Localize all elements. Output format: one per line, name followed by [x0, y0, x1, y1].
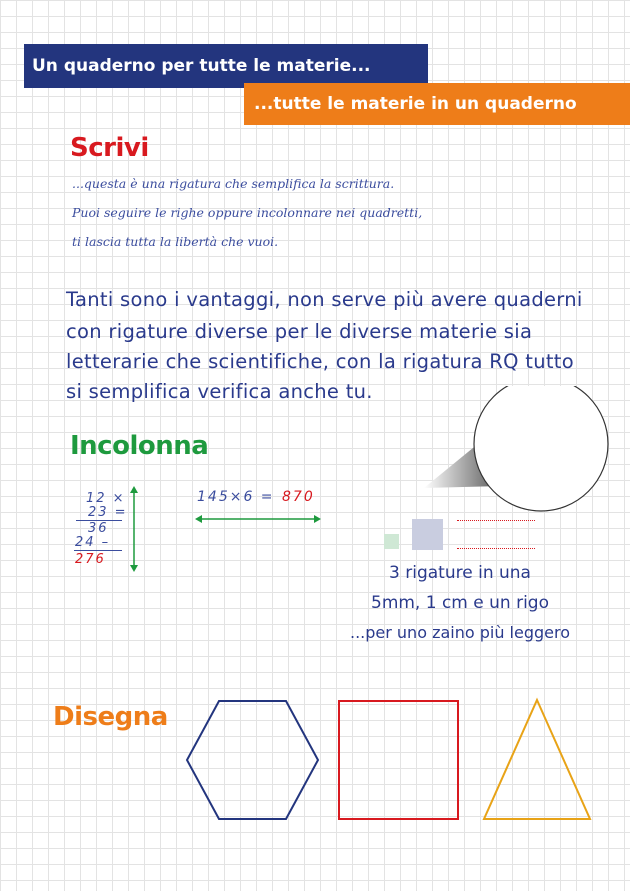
- scrivi-line-3: ti lascia tutta la libertà che vuoi.: [72, 234, 279, 249]
- horizontal-arrow: [195, 513, 321, 525]
- rigature-line-3: ...per uno zaino più leggero: [349, 623, 571, 642]
- inline-op-expression: 145×6 =: [197, 489, 275, 505]
- column-op-row-4: 24 –: [75, 535, 111, 550]
- dotted-line-2: [457, 548, 535, 549]
- scrivi-line-1: ...questa è una rigatura che semplifica la scrittura.: [72, 176, 395, 191]
- banner-top: Un quaderno per tutte le materie...: [24, 44, 428, 88]
- vertical-arrow: [127, 486, 141, 572]
- dotted-line-1: [457, 520, 535, 521]
- small-square-green: [384, 534, 399, 549]
- paragraph-line-2: con rigature diverse per le diverse materie sia: [66, 320, 533, 343]
- hexagon-shape: [185, 698, 320, 822]
- column-op-row-2: 23 =: [88, 505, 128, 520]
- inline-op-result: 870: [282, 489, 315, 505]
- heading-scrivi: Scrivi: [70, 133, 149, 163]
- large-square-blue: [412, 519, 443, 550]
- column-op-row-1: 12 ×: [86, 491, 126, 506]
- magnifier-graphic: [420, 386, 620, 516]
- heading-disegna: Disegna: [53, 702, 168, 732]
- column-op-row-3: 36: [88, 521, 109, 536]
- paragraph-line-3: letterarie che scientifiche, con la rigatura RQ tutto: [66, 350, 574, 373]
- banner-bottom: ...tutte le materie in un quaderno: [244, 83, 630, 125]
- paragraph-line-1: Tanti sono i vantaggi, non serve più avere quaderni: [66, 288, 583, 311]
- magnifier-circle: [474, 386, 608, 511]
- triangle-shape: [481, 696, 593, 822]
- rigature-line-2: 5mm, 1 cm e un rigo: [371, 593, 549, 613]
- column-op-result: 276: [75, 552, 106, 567]
- rigature-line-1: 3 rigature in una: [389, 563, 531, 583]
- heading-incolonna: Incolonna: [70, 431, 209, 461]
- square-shape: [337, 698, 461, 822]
- paragraph-line-4: si semplifica verifica anche tu.: [66, 380, 373, 403]
- scrivi-line-2: Puoi seguire le righe oppure incolonnare nei quadretti,: [72, 205, 423, 220]
- column-op-rule-2: [74, 550, 122, 551]
